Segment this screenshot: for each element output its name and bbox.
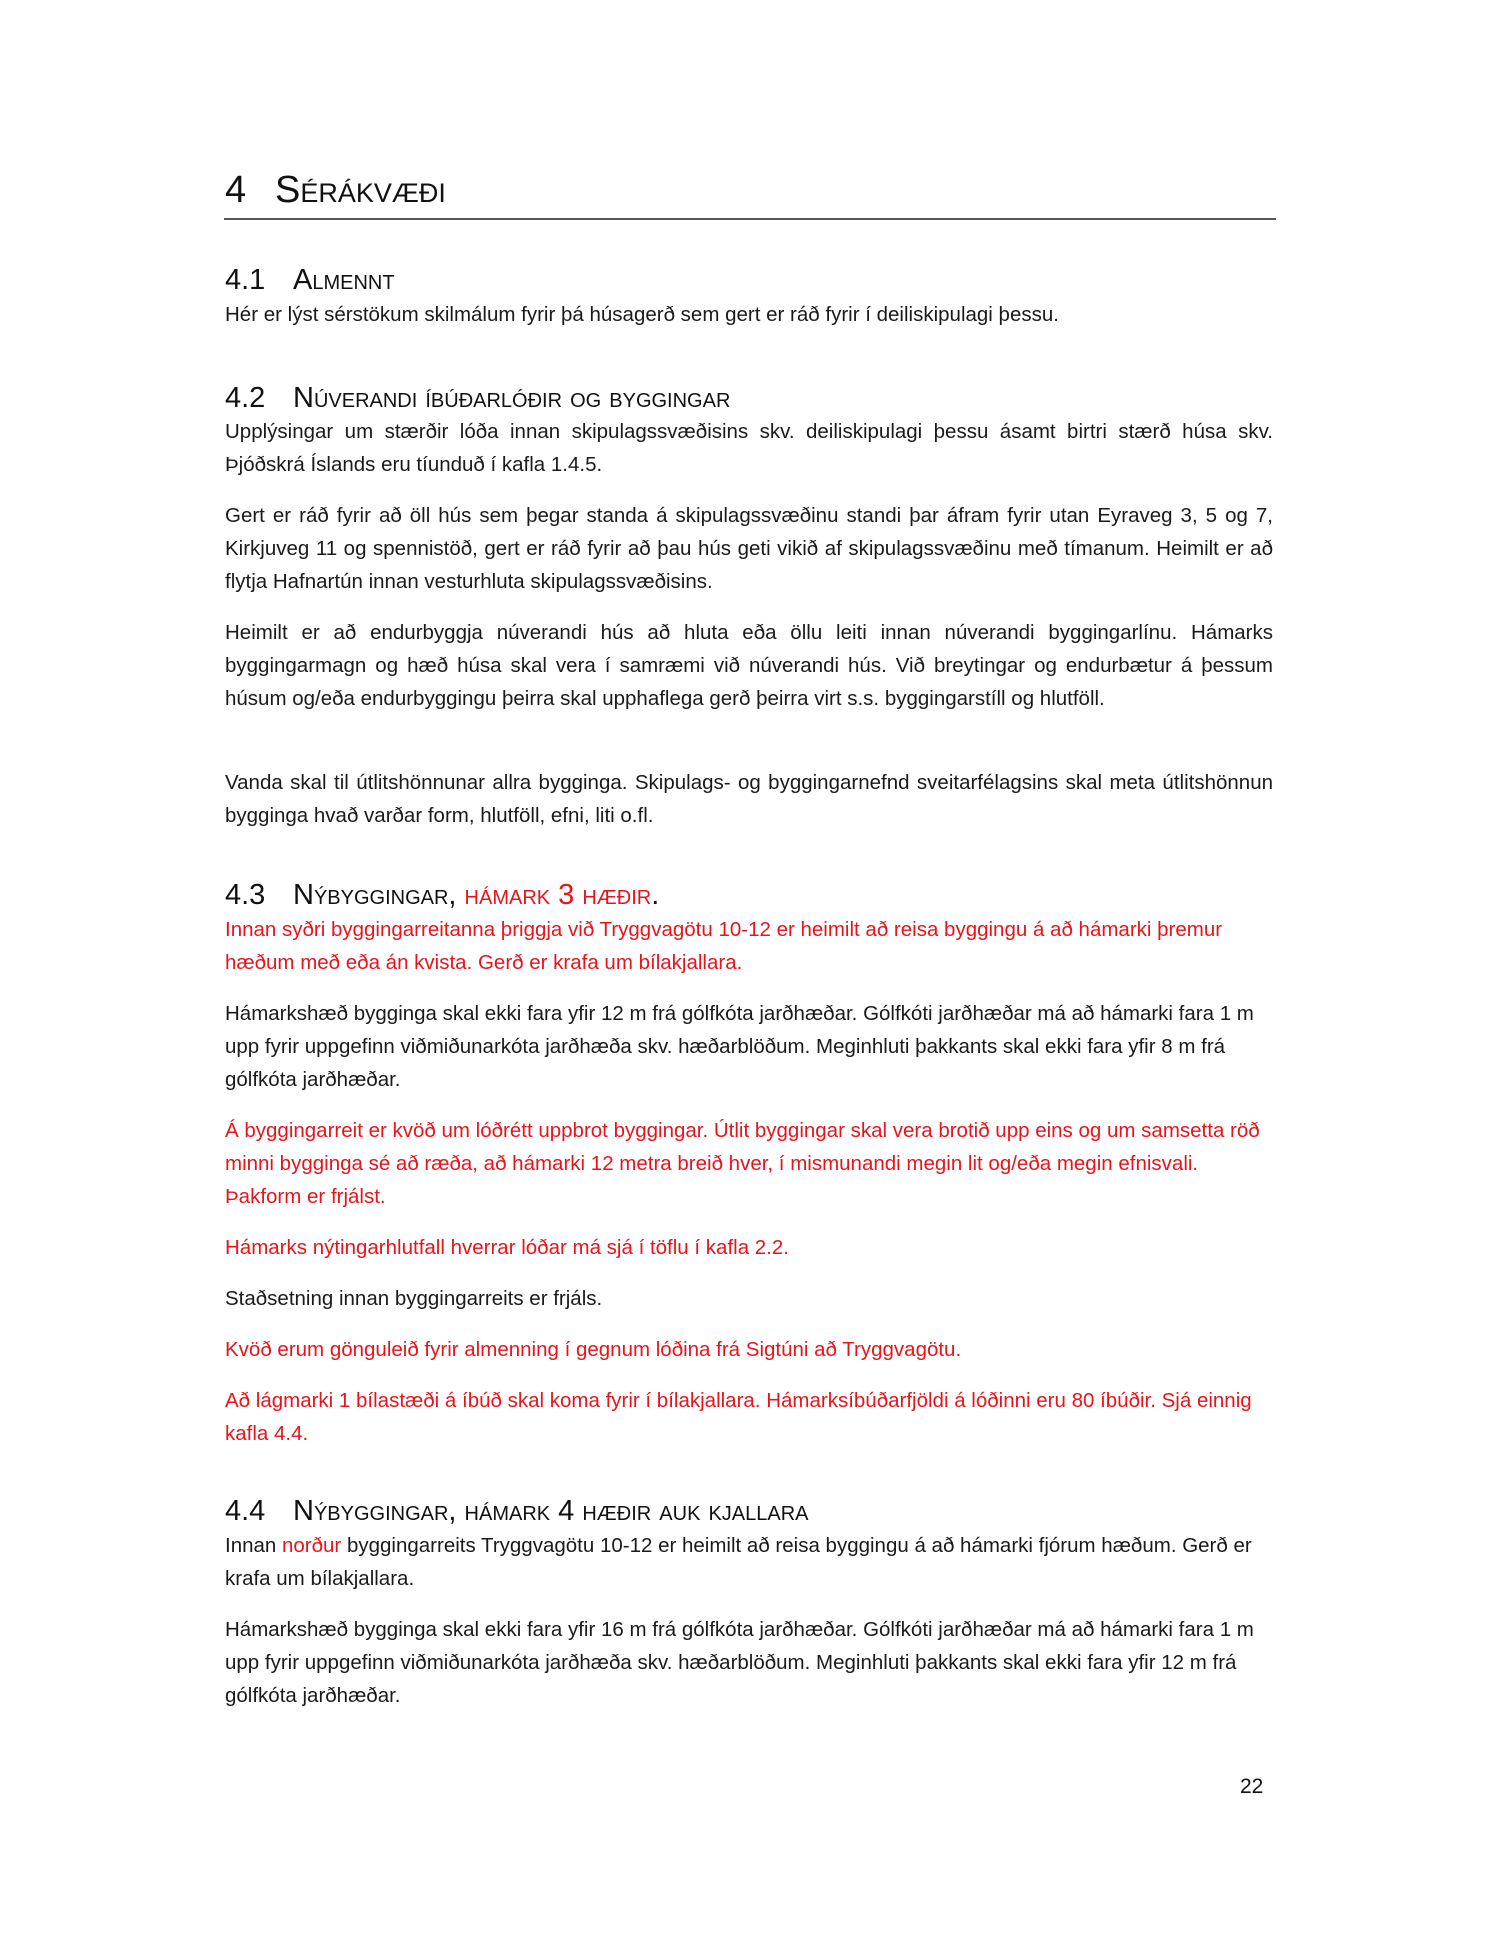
paragraph-highlighted: Innan syðri byggingarreitanna þriggja við Tryggvagötu 10-12 er heimilt að reisa byggingu á að hámarki þremur hæðum með eða án kvista. Gerð er krafa um bílakjallara.	[225, 918, 1223, 974]
section-title: Almennt	[293, 264, 395, 296]
paragraph: Hámarkshæð bygginga skal ekki fara yfir 12 m frá gólfkóta jarðhæðar. Gólfkóti jarðhæðar má að hámarki fara 1 m upp fyrir uppgefinn viðmiðunarkóta jarðhæða skv. hæðarblöðum. Meginhluti þakkants skal ekki fara yfir 8 m frá gólfkóta jarðhæðar.	[225, 1002, 1254, 1091]
text-run-highlighted: norður	[282, 1534, 342, 1557]
section-title: Núverandi íbúðarlóðir og byggingar	[293, 382, 731, 414]
section-number: 4.3	[225, 879, 266, 911]
section-title-end: .	[651, 879, 660, 911]
paragraph: Hámarkshæð bygginga skal ekki fara yfir 16 m frá gólfkóta jarðhæðar. Gólfkóti jarðhæðar má að hámarki fara 1 m upp fyrir uppgefinn viðmiðunarkóta jarðhæða skv. hæðarblöðum. Meginhluti þakkants skal ekki fara yfir 12 m frá gólfkóta jarðhæðar.	[225, 1618, 1254, 1707]
text-run: byggingarreits Tryggvagötu 10-12 er heimilt að reisa byggingu á að hámarki fjórum hæðum. Gerð er krafa um bílakjallara.	[225, 1534, 1252, 1590]
paragraph: Upplýsingar um stærðir lóða innan skipulagssvæðisins skv. deiliskipulagi þessu ásamt birtri stærð húsa skv. Þjóðskrá Íslands eru tíunduð í kafla 1.4.5.	[225, 420, 1273, 476]
paragraph: Vanda skal til útlitshönnunar allra bygginga. Skipulags- og byggingarnefnd sveitarfélagsins skal meta útlitshönnun bygginga hvað varðar form, hlutföll, efni, liti o.fl.	[225, 771, 1273, 827]
paragraph: Hér er lýst sérstökum skilmálum fyrir þá húsagerð sem gert er ráð fyrir í deiliskipulagi þessu.	[225, 303, 1059, 326]
paragraph-highlighted: Kvöð erum gönguleið fyrir almenning í gegnum lóðina frá Sigtúni að Tryggvagötu.	[225, 1338, 962, 1361]
paragraph-highlighted: Hámarks nýtingarhlutfall hverrar lóðar má sjá í töflu í kafla 2.2.	[225, 1236, 789, 1259]
paragraph	[225, 1529, 1273, 1595]
section-heading-4-1	[225, 262, 395, 298]
paragraph-highlighted: Á byggingarreit er kvöð um lóðrétt uppbrot byggingar. Útlit byggingar skal vera brotið upp eins og um samsetta röð minni bygginga sé að ræða, að hámarki 12 metra breið hver, í mismunandi megin lit og/eða megin efnisvali. Þakform er frjálst.	[225, 1119, 1260, 1208]
section-title-highlight: hámark 3 hæðir	[464, 879, 652, 911]
paragraph: Heimilt er að endurbyggja núverandi hús að hluta eða öllu leiti innan núverandi byggingarlínu. Hámarks byggingarmagn og hæð húsa skal vera í samræmi við núverandi hús. Við breytingar og endurbætur á þessum húsum og/eða endurbyggingu þeirra skal upphaflega gerð þeirra virt s.s. byggingarstíll og hlutföll.	[225, 621, 1273, 710]
section-number: 4.4	[225, 1495, 266, 1527]
chapter-heading-rule	[224, 218, 1276, 220]
section-number: 4.2	[225, 382, 266, 414]
section-heading-4-2	[225, 380, 730, 416]
paragraph: Staðsetning innan byggingarreits er frjáls.	[225, 1287, 603, 1310]
section-heading-4-3	[225, 877, 659, 913]
text-run: Innan	[225, 1534, 282, 1557]
section-number: 4.1	[225, 264, 266, 296]
section-title: Nýbyggingar,	[293, 879, 465, 911]
page-number: 22	[1240, 1775, 1264, 1798]
chapter-heading	[225, 168, 1275, 212]
section-title: Nýbyggingar, hámark 4 hæðir auk kjallara	[293, 1495, 809, 1527]
paragraph: Gert er ráð fyrir að öll hús sem þegar standa á skipulagssvæðinu standi þar áfram fyrir utan Eyraveg 3, 5 og 7, Kirkjuveg 11 og spennistöð, gert er ráð fyrir að þau hús geti vikið af skipulagssvæðinu með tímanum. Heimilt er að flytja Hafnartún innan vesturhluta skipulagssvæðisins.	[225, 504, 1273, 593]
section-heading-4-4	[225, 1493, 809, 1529]
chapter-number: 4	[225, 169, 247, 211]
paragraph-highlighted: Að lágmarki 1 bílastæði á íbúð skal koma fyrir í bílakjallara. Hámarksíbúðarfjöldi á lóðinni eru 80 íbúðir. Sjá einnig kafla 4.4.	[225, 1389, 1252, 1445]
chapter-title: Sérákvæði	[275, 169, 446, 211]
